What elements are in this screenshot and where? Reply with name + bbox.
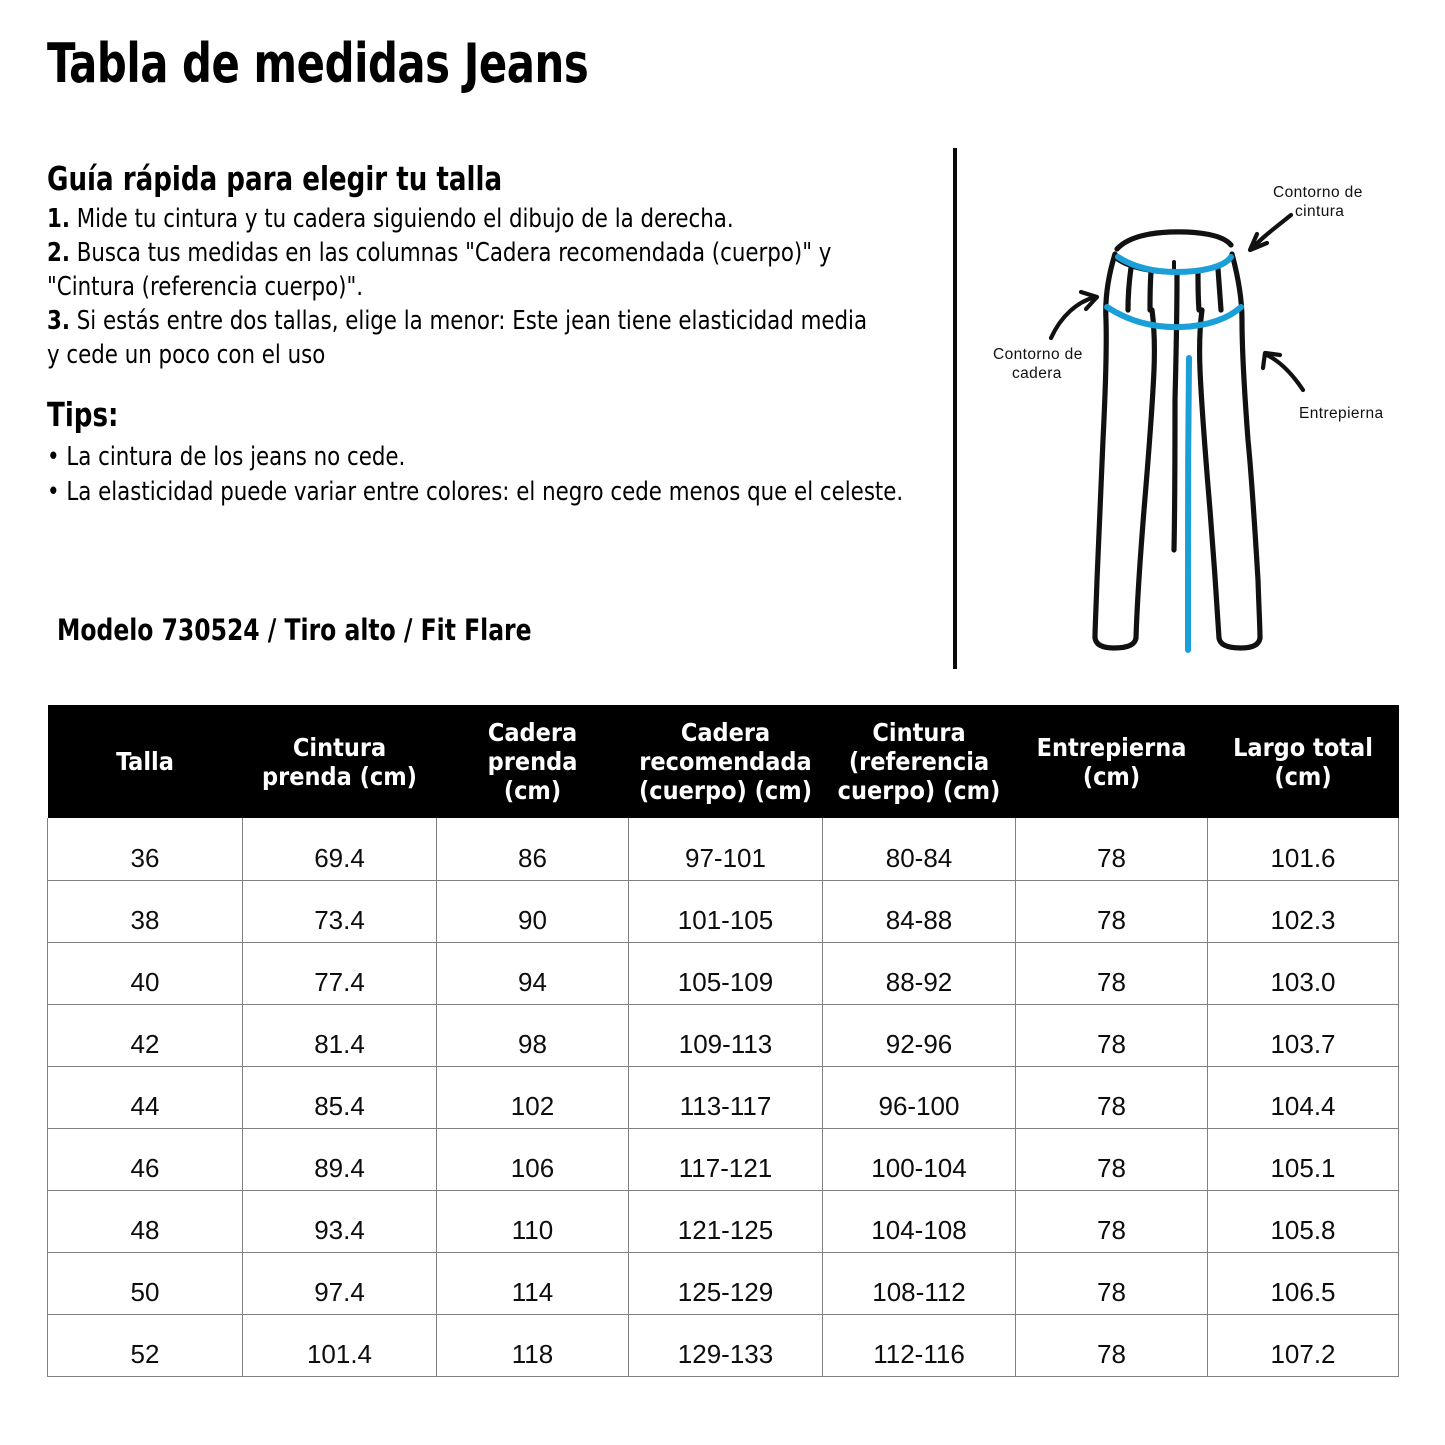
table-cell: 129-133 [629, 1314, 823, 1376]
table-cell: 121-125 [629, 1190, 823, 1252]
table-cell: 101-105 [629, 880, 823, 942]
table-cell: 104.4 [1208, 1066, 1399, 1128]
table-cell: 104-108 [823, 1190, 1016, 1252]
guide-step-text: Si estás entre dos tallas, elige la menor: Este jean tiene elasticidad media [76, 305, 868, 336]
hip-arrow-icon [1051, 292, 1097, 338]
header-line: Largo total [1233, 732, 1373, 762]
cell-talla: 42 [48, 1004, 243, 1066]
header-line: (referencia [848, 747, 990, 776]
table-row [48, 1128, 1399, 1190]
column-header-cadera-recomendada [629, 705, 823, 818]
table-cell: 103.0 [1208, 942, 1399, 1004]
table-row [48, 818, 1399, 880]
table-cell: 107.2 [1208, 1314, 1399, 1376]
page-title: Tabla de medidas Jeans [47, 32, 589, 95]
table-cell: 86 [437, 818, 629, 880]
guide-step-number: 3. [47, 305, 70, 336]
header-line: Entrepierna [1036, 732, 1187, 762]
inseam-measure-line [1188, 358, 1189, 650]
table-cell: 101.6 [1208, 818, 1399, 880]
table-cell: 109-113 [629, 1004, 823, 1066]
table-cell: 81.4 [243, 1004, 437, 1066]
table-cell: 105.1 [1208, 1128, 1399, 1190]
column-header-cintura-prenda [243, 705, 437, 818]
table-cell: 84-88 [823, 880, 1016, 942]
table-header [48, 705, 1399, 818]
cell-talla: 48 [48, 1190, 243, 1252]
table-cell: 78 [1016, 1252, 1208, 1314]
waist-arrow-icon [1250, 215, 1291, 250]
inseam-label: Entrepierna [1299, 405, 1384, 422]
table-cell: 117-121 [629, 1128, 823, 1190]
table-header-row [48, 705, 1399, 818]
size-chart-table [47, 705, 1399, 1377]
table-cell: 125-129 [629, 1252, 823, 1314]
jeans-measurement-diagram [955, 150, 1445, 670]
table-row [48, 1190, 1399, 1252]
table-row [48, 942, 1399, 1004]
cell-talla: 44 [48, 1066, 243, 1128]
cell-talla: 40 [48, 942, 243, 1004]
table-cell: 89.4 [243, 1128, 437, 1190]
guide-step-text: Mide tu cintura y tu cadera siguiendo el dibujo de la derecha. [76, 203, 734, 234]
guide-step-text: y cede un poco con el uso [47, 339, 326, 370]
table-cell: 78 [1016, 942, 1208, 1004]
table-row [48, 1004, 1399, 1066]
hip-label-line1: Contorno de [993, 346, 1083, 363]
header-line: prenda (cm) [262, 761, 417, 791]
table-cell: 73.4 [243, 880, 437, 942]
table-cell: 103.7 [1208, 1004, 1399, 1066]
table-cell: 94 [437, 942, 629, 1004]
column-header-largo-total [1208, 705, 1399, 818]
table-cell: 77.4 [243, 942, 437, 1004]
table-cell: 85.4 [243, 1066, 437, 1128]
table-row [48, 1314, 1399, 1376]
table-cell: 78 [1016, 1190, 1208, 1252]
guide-step-number: 1. [47, 203, 70, 234]
table-cell: 78 [1016, 1128, 1208, 1190]
header-line: Cadera prenda [487, 718, 578, 776]
table-body [48, 818, 1399, 1376]
table-row [48, 1066, 1399, 1128]
table-cell: 108-112 [823, 1252, 1016, 1314]
header-line: Cintura [292, 732, 387, 762]
header-line: recomendada [639, 747, 812, 776]
guide-step-text: "Cintura (referencia cuerpo)". [47, 271, 364, 302]
table-cell: 97-101 [629, 818, 823, 880]
cell-talla: 50 [48, 1252, 243, 1314]
tip-item: • La cintura de los jeans no cede. [47, 441, 406, 472]
table-cell: 92-96 [823, 1004, 1016, 1066]
tips-section [47, 396, 937, 510]
table-row [48, 1252, 1399, 1314]
header-line: cuerpo) (cm) [837, 776, 1001, 805]
cell-talla: 38 [48, 880, 243, 942]
inseam-arrow-icon [1263, 353, 1303, 390]
column-header-talla [48, 705, 243, 818]
table-cell: 110 [437, 1190, 629, 1252]
hip-label-line2: cadera [1012, 365, 1062, 382]
header-line: (cuerpo) (cm) [639, 776, 812, 805]
table-cell: 112-116 [823, 1314, 1016, 1376]
table-cell: 118 [437, 1314, 629, 1376]
table-cell: 113-117 [629, 1066, 823, 1128]
table-cell: 96-100 [823, 1066, 1016, 1128]
waist-label-line2: cintura [1295, 203, 1345, 220]
table-cell: 106.5 [1208, 1252, 1399, 1314]
table-cell: 98 [437, 1004, 629, 1066]
header-line: (cm) [503, 776, 562, 805]
table-cell: 106 [437, 1128, 629, 1190]
tip-item: • La elasticidad puede variar entre colores: el negro cede menos que el celeste. [47, 476, 904, 507]
model-reference-line: Modelo 730524 / Tiro alto / Fit Flare [57, 613, 532, 647]
table-cell: 78 [1016, 1004, 1208, 1066]
header-line: (cm) [1082, 761, 1141, 791]
header-line: (cm) [1274, 761, 1332, 791]
jeans-illustration [1095, 232, 1260, 648]
guide-step-continuation [47, 270, 875, 304]
table-cell: 78 [1016, 1066, 1208, 1128]
table-cell: 78 [1016, 1314, 1208, 1376]
guide-step [47, 304, 875, 338]
quick-guide-heading: Guía rápida para elegir tu talla [47, 159, 503, 198]
column-header-cintura-referencia [823, 705, 1016, 818]
table-cell: 90 [437, 880, 629, 942]
waist-label-line1: Contorno de [1273, 184, 1363, 201]
guide-step-continuation [47, 338, 875, 372]
cell-talla: 52 [48, 1314, 243, 1376]
guide-step-text: Busca tus medidas en las columnas "Cadera recomendada (cuerpo)" y [76, 237, 832, 268]
header-line: Talla [116, 747, 174, 776]
table-row [48, 880, 1399, 942]
cell-talla: 36 [48, 818, 243, 880]
table-cell: 80-84 [823, 818, 1016, 880]
table-cell: 93.4 [243, 1190, 437, 1252]
guide-step [47, 202, 875, 236]
table-cell: 105-109 [629, 942, 823, 1004]
cell-talla: 46 [48, 1128, 243, 1190]
table-cell: 97.4 [243, 1252, 437, 1314]
header-line: Cintura [872, 718, 966, 747]
table-cell: 78 [1016, 818, 1208, 880]
table-cell: 101.4 [243, 1314, 437, 1376]
tips-heading: Tips: [47, 395, 119, 434]
column-header-cadera-prenda [437, 705, 629, 818]
column-header-entrepierna [1016, 705, 1208, 818]
table-cell: 69.4 [243, 818, 437, 880]
guide-step-number: 2. [47, 237, 70, 268]
table-cell: 88-92 [823, 942, 1016, 1004]
quick-guide-section [47, 160, 937, 372]
guide-step [47, 236, 875, 270]
table-cell: 102.3 [1208, 880, 1399, 942]
table-cell: 114 [437, 1252, 629, 1314]
table-cell: 105.8 [1208, 1190, 1399, 1252]
table-cell: 100-104 [823, 1128, 1016, 1190]
table-cell: 102 [437, 1066, 629, 1128]
table-cell: 78 [1016, 880, 1208, 942]
header-line: Cadera [680, 718, 771, 747]
